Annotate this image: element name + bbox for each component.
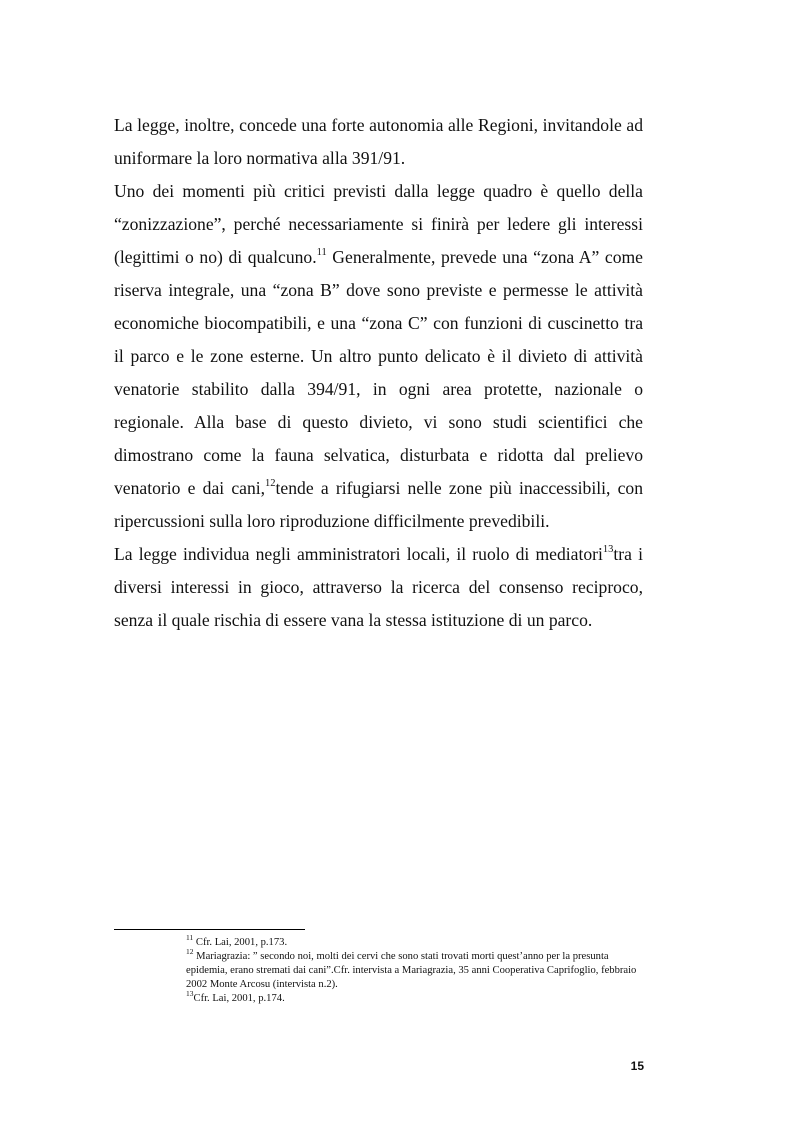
paragraph-2	[114, 175, 643, 538]
page-number: 15	[630, 1059, 644, 1073]
paragraph-3	[114, 538, 643, 637]
footnote-11	[186, 933, 646, 950]
paragraph-2-text-c: tende a rifugiarsi nelle zone più inaccessibili, con ripercussioni sulla loro riproduzione difficilmente prevedibili.	[114, 478, 643, 531]
footnotes	[186, 933, 646, 1006]
paragraph-1	[114, 109, 643, 175]
footnote-separator	[114, 929, 305, 930]
main-text	[114, 109, 643, 637]
paragraph-3-text-a: La legge individua negli amministratori locali, il ruolo di mediatori	[114, 544, 603, 564]
footnote-text: Cfr. Lai, 2001, p.174.	[193, 993, 285, 1004]
paragraph-2-text-b: Generalmente, prevede una “zona A” come riserva integrale, una “zona B” dove sono previste e permesse le attività economiche biocompatibili, e una “zona C” con funzioni di cuscinetto tra il parco e le zone esterne. Un altro punto delicato è il divieto di attività venatorie stabilito dalla 394/91, in ogni area protette, nazionale o regionale. Alla base di questo divieto, vi sono studi scientifici che dimostrano come la fauna selvatica, disturbata e ridotta dal prelievo venatorio e dai cani,	[114, 247, 643, 498]
paragraph-3-text-b: tra i diversi interessi in gioco, attraverso la ricerca del consenso reciproco, senza il quale rischia di essere vana la stessa istituzione di un parco.	[114, 544, 644, 630]
footnote-13	[186, 989, 646, 1006]
footnote-number: 11	[186, 933, 194, 943]
paragraph-2-text-a: Uno dei momenti più critici previsti dalla legge quadro è quello della “zonizzazione”, perché necessariamente si finirà per ledere gli interessi (legittimi o no) di qualcuno.	[114, 181, 643, 267]
paragraph-1-text: La legge, inoltre, concede una forte autonomia alle Regioni, invitandole ad uniformare la loro normativa alla 391/91.	[114, 115, 643, 168]
footnote-ref-12[interactable]: 12	[265, 478, 276, 490]
footnote-12	[186, 947, 646, 992]
footnote-number: 13	[186, 989, 194, 999]
footnote-text: Cfr. Lai, 2001, p.173.	[193, 937, 288, 948]
footnote-ref-11[interactable]: 11	[316, 247, 327, 259]
footnote-number: 12	[186, 947, 194, 957]
footnote-text: Mariagrazia: ” secondo noi, molti dei cervi che sono stati trovati morti quest’anno per la presunta epidemia, erano stremati dai cani”.Cfr. intervista a Mariagrazia, 35 anni Cooperativa Caprifoglio, febbraio 2002 Monte Arcosu (intervista n.2).	[186, 951, 637, 990]
footnote-ref-13[interactable]: 13	[602, 544, 614, 556]
